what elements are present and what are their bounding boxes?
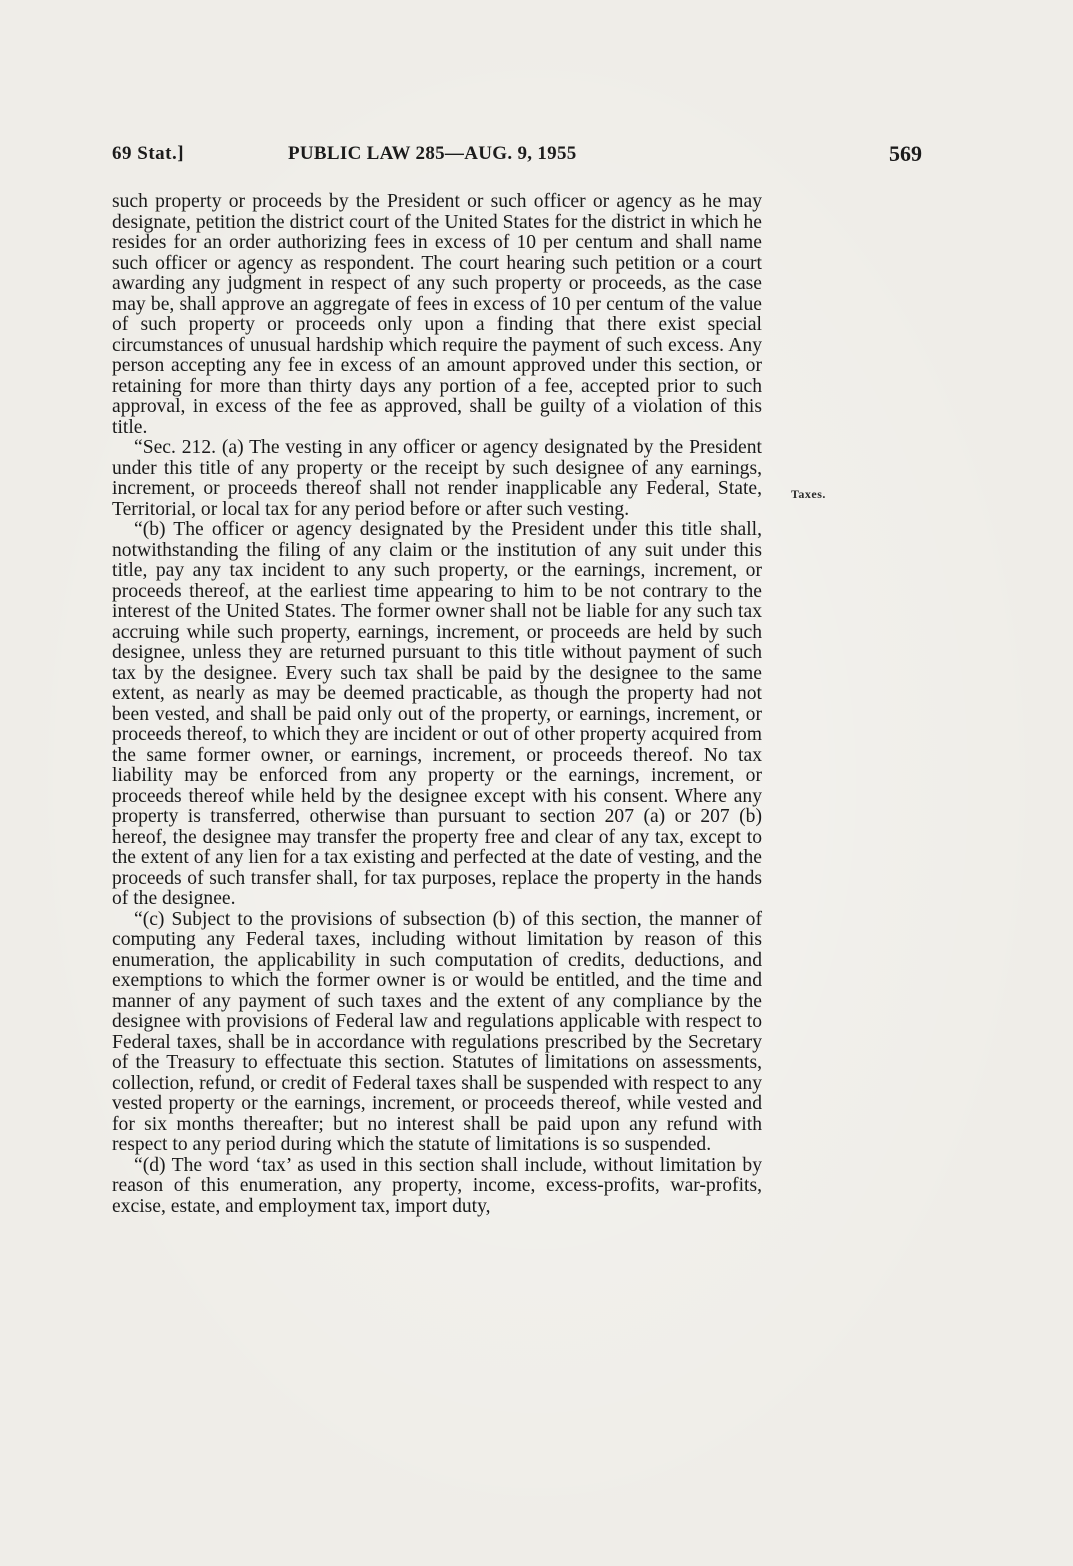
paragraph-sec-212-a: “Sec. 212. (a) The vesting in any officer or agency designated by the President under this title of any property or the receipt by such designee of any earnings, increment, or proceeds thereof shall not render inapplicable any Federal, State, Territorial, or local tax for any period before or after such vesting. bbox=[112, 437, 762, 520]
statute-volume: 69 Stat.] bbox=[112, 143, 185, 164]
paragraph-sec-212-d: “(d) The word ‘tax’ as used in this section shall include, without limitation by reason of this enumeration, any property, income, excess-profits, war-profits, excise, estate, and employment tax, import duty, bbox=[112, 1154, 762, 1217]
paragraph-continuation: such property or proceeds by the President or such officer or agency as he may designate, petition the district court of the United States for the district in which he resides for an order authorizing fees in excess of 10 per centum and shall name such officer or agency as respondent. The court hearing such petition or a court awarding any judgment in respect of any such property or proceeds, as the case may be, shall approve an aggregate of fees in excess of 10 per centum of the value of such property or proceeds only upon a finding that there exist special circumstances of unusual hardship which require the payment of such excess. Any person accepting any fee in excess of an amount approved under this section, or retaining for more than thirty days any portion of a fee, accepted prior to such approval, in excess of the fee as approved, shall be guilty of a violation of this title. bbox=[112, 191, 762, 438]
paragraph-sec-212-b: “(b) The officer or agency designated by the President under this title shall, notwithstanding the filing of any claim or the institution of any suit under this title, pay any tax incident to any such property, or the earnings, increment, or proceeds thereof, at the earliest time appearing to him to be not contrary to the interest of the United States. The former owner shall not be liable for any such tax accruing while such property, earnings, increment, or proceeds are held by such designee, unless they are returned pursuant to this title without payment of such tax by the designee. Every such tax shall be paid by the designee to the same extent, as nearly as may be deemed practicable, as though the property had not been vested, and shall be paid only out of the property, or earnings, increment, or proceeds thereof, to which they are incident or out of other property acquired from the same former owner, or earnings, increment, or proceeds thereof. No tax liability may be enforced from any property or the earnings, increment, or proceeds thereof while held by the designee except with his consent. Where any property is transferred, otherwise than pursuant to section 207 (a) or 207 (b) hereof, the designee may transfer the property free and clear of any tax, except to the extent of any lien for a tax existing and perfected at the date of vesting, and the proceeds of such transfer shall, for tax purposes, replace the property in the hands of the designee. bbox=[112, 519, 762, 909]
margin-note-taxes: Taxes. bbox=[791, 487, 826, 501]
statute-text bbox=[112, 192, 762, 1217]
paragraph-sec-212-c: “(c) Subject to the provisions of subsection (b) of this section, the manner of computing any Federal taxes, including without limitation by reason of this enumeration, the applicability in such computation of credits, deductions, and exemptions to which the former owner is or would be entitled, and the time and manner of any payment of such taxes and the extent of any compliance by the designee with provisions of Federal law and regulations applicable with respect to Federal taxes, shall be in accordance with regulations prescribed by the Secretary of the Treasury to effectuate this section. Statutes of limitations on assessments, collection, refund, or credit of Federal taxes shall be suspended with respect to any vested property or the earnings, increment, or proceeds thereof, while vested and for six months thereafter; but no interest shall be paid upon any refund with respect to any period during which the statute of limitations is so suspended. bbox=[112, 908, 762, 1155]
running-header bbox=[112, 143, 922, 173]
page-number: 569 bbox=[889, 141, 922, 166]
page-title: PUBLIC LAW 285—AUG. 9, 1955 bbox=[288, 143, 577, 164]
